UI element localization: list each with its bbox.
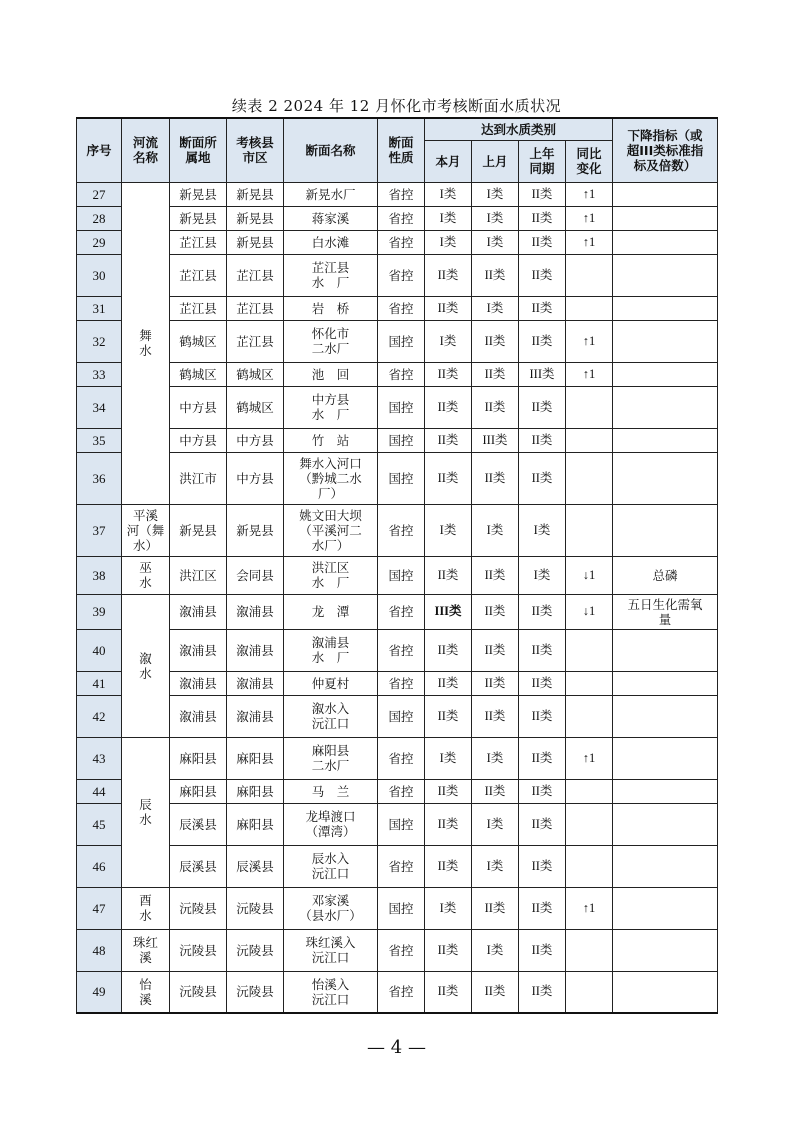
- row-nature: 国控: [378, 428, 425, 452]
- row-last-month: II类: [472, 887, 519, 929]
- table-row: [77, 254, 718, 296]
- row-indicator: [613, 230, 718, 254]
- row-county: 溆浦县: [227, 695, 284, 737]
- row-yoy: ↓1: [566, 556, 613, 594]
- row-last-month: II类: [472, 971, 519, 1013]
- row-section-name: 舞水入河口 （黔城二水 厂）: [284, 452, 378, 504]
- row-last-month: II类: [472, 386, 519, 428]
- row-last-year: II类: [519, 386, 566, 428]
- row-yoy: ↑1: [566, 362, 613, 386]
- row-section-name: 姚文田大坝 （平溪河二 水厂）: [284, 504, 378, 556]
- row-this-month: II类: [425, 779, 472, 803]
- header-no: 序号: [77, 118, 122, 182]
- row-section-name: 池 回: [284, 362, 378, 386]
- row-no: 33: [77, 362, 122, 386]
- row-belong: 芷江县: [170, 296, 227, 320]
- row-no: 32: [77, 320, 122, 362]
- row-county: 麻阳县: [227, 803, 284, 845]
- row-section-name: 龙 潭: [284, 594, 378, 629]
- row-this-month: I类: [425, 206, 472, 230]
- row-no: 40: [77, 629, 122, 671]
- row-nature: 省控: [378, 971, 425, 1013]
- table-row: [77, 556, 718, 594]
- row-nature: 国控: [378, 452, 425, 504]
- header-quality-group: 达到水质类别: [425, 118, 613, 140]
- table-row: [77, 182, 718, 206]
- row-indicator: [613, 671, 718, 695]
- row-yoy: ↑1: [566, 182, 613, 206]
- row-county: 芷江县: [227, 320, 284, 362]
- row-belong: 沅陵县: [170, 971, 227, 1013]
- row-indicator: [613, 362, 718, 386]
- row-this-month: I类: [425, 182, 472, 206]
- row-nature: 省控: [378, 671, 425, 695]
- table-row: [77, 362, 718, 386]
- row-no: 45: [77, 803, 122, 845]
- header-last-month: 上月: [472, 140, 519, 182]
- row-county: 沅陵县: [227, 971, 284, 1013]
- row-this-month: II类: [425, 803, 472, 845]
- row-section-name: 怡溪入 沅江口: [284, 971, 378, 1013]
- row-county: 沅陵县: [227, 929, 284, 971]
- row-belong: 麻阳县: [170, 779, 227, 803]
- row-last-year: II类: [519, 594, 566, 629]
- row-indicator: [613, 386, 718, 428]
- river-name: 平溪 河（舞 水）: [122, 504, 170, 556]
- row-county: 芷江县: [227, 296, 284, 320]
- row-this-month: I类: [425, 504, 472, 556]
- row-yoy: [566, 428, 613, 452]
- row-section-name: 蒋家溪: [284, 206, 378, 230]
- row-nature: 国控: [378, 320, 425, 362]
- row-section-name: 洪江区 水 厂: [284, 556, 378, 594]
- row-this-month: II类: [425, 695, 472, 737]
- table-row: [77, 296, 718, 320]
- header-section-name: 断面名称: [284, 118, 378, 182]
- row-nature: 省控: [378, 504, 425, 556]
- row-last-month: II类: [472, 671, 519, 695]
- row-county: 沅陵县: [227, 887, 284, 929]
- row-last-month: I类: [472, 845, 519, 887]
- row-yoy: ↑1: [566, 887, 613, 929]
- row-indicator: [613, 504, 718, 556]
- row-section-name: 新晃水厂: [284, 182, 378, 206]
- row-indicator: [613, 929, 718, 971]
- row-this-month: II类: [425, 452, 472, 504]
- row-last-year: II类: [519, 452, 566, 504]
- table-row: [77, 386, 718, 428]
- row-county: 麻阳县: [227, 737, 284, 779]
- row-belong: 鹤城区: [170, 320, 227, 362]
- row-county: 中方县: [227, 452, 284, 504]
- row-no: 48: [77, 929, 122, 971]
- row-no: 36: [77, 452, 122, 504]
- row-belong: 溆浦县: [170, 671, 227, 695]
- row-last-month: I类: [472, 737, 519, 779]
- header-belong: 断面所 属地: [170, 118, 227, 182]
- row-belong: 沅陵县: [170, 887, 227, 929]
- row-this-month: III类: [425, 594, 472, 629]
- row-belong: 麻阳县: [170, 737, 227, 779]
- row-indicator: [613, 320, 718, 362]
- row-nature: 省控: [378, 929, 425, 971]
- table-row: [77, 887, 718, 929]
- header-river: 河流 名称: [122, 118, 170, 182]
- row-no: 49: [77, 971, 122, 1013]
- row-last-month: I类: [472, 182, 519, 206]
- row-no: 47: [77, 887, 122, 929]
- table-row: [77, 971, 718, 1013]
- row-last-month: I类: [472, 929, 519, 971]
- river-name: 巫 水: [122, 556, 170, 594]
- row-no: 35: [77, 428, 122, 452]
- row-belong: 芷江县: [170, 230, 227, 254]
- row-nature: 省控: [378, 845, 425, 887]
- row-county: 鹤城区: [227, 386, 284, 428]
- row-last-month: II类: [472, 362, 519, 386]
- row-this-month: II类: [425, 386, 472, 428]
- header-last-year: 上年 同期: [519, 140, 566, 182]
- row-last-month: II类: [472, 254, 519, 296]
- water-quality-table: [76, 117, 718, 1014]
- row-this-month: II类: [425, 428, 472, 452]
- row-yoy: [566, 845, 613, 887]
- row-indicator: [613, 845, 718, 887]
- table-row: [77, 671, 718, 695]
- row-nature: 国控: [378, 386, 425, 428]
- row-belong: 中方县: [170, 428, 227, 452]
- row-this-month: II类: [425, 929, 472, 971]
- row-nature: 国控: [378, 695, 425, 737]
- row-last-year: II类: [519, 845, 566, 887]
- table-row: [77, 594, 718, 629]
- row-belong: 新晃县: [170, 182, 227, 206]
- table-row: [77, 695, 718, 737]
- row-belong: 中方县: [170, 386, 227, 428]
- row-last-month: I类: [472, 296, 519, 320]
- row-this-month: II类: [425, 671, 472, 695]
- table-row: [77, 428, 718, 452]
- row-yoy: [566, 296, 613, 320]
- row-indicator: [613, 206, 718, 230]
- row-yoy: [566, 929, 613, 971]
- row-nature: 省控: [378, 629, 425, 671]
- table-row: [77, 452, 718, 504]
- row-indicator: [613, 887, 718, 929]
- header-indicator: 下降指标（或 超III类标准指 标及倍数）: [613, 118, 718, 182]
- page-number: — 4 —: [367, 1037, 426, 1058]
- row-nature: 国控: [378, 887, 425, 929]
- row-no: 27: [77, 182, 122, 206]
- row-section-name: 芷江县 水 厂: [284, 254, 378, 296]
- row-belong: 洪江区: [170, 556, 227, 594]
- row-last-year: II类: [519, 671, 566, 695]
- row-county: 新晃县: [227, 182, 284, 206]
- row-section-name: 龙埠渡口 （潭湾）: [284, 803, 378, 845]
- row-section-name: 辰水入 沅江口: [284, 845, 378, 887]
- row-section-name: 马 兰: [284, 779, 378, 803]
- row-yoy: ↓1: [566, 594, 613, 629]
- row-indicator: [613, 296, 718, 320]
- row-last-month: I类: [472, 504, 519, 556]
- row-belong: 洪江市: [170, 452, 227, 504]
- row-indicator: 总磷: [613, 556, 718, 594]
- table-row: [77, 737, 718, 779]
- row-county: 会同县: [227, 556, 284, 594]
- header-this-month: 本月: [425, 140, 472, 182]
- row-county: 新晃县: [227, 504, 284, 556]
- row-county: 麻阳县: [227, 779, 284, 803]
- row-last-month: III类: [472, 428, 519, 452]
- row-no: 43: [77, 737, 122, 779]
- river-name: 怡 溪: [122, 971, 170, 1013]
- row-nature: 省控: [378, 737, 425, 779]
- row-indicator: 五日生化需氧 量: [613, 594, 718, 629]
- row-yoy: [566, 629, 613, 671]
- row-last-month: II类: [472, 594, 519, 629]
- river-name: 舞 水: [122, 182, 170, 504]
- row-no: 29: [77, 230, 122, 254]
- row-section-name: 麻阳县 二水厂: [284, 737, 378, 779]
- table-row: [77, 803, 718, 845]
- row-last-year: II类: [519, 629, 566, 671]
- row-belong: 溆浦县: [170, 695, 227, 737]
- row-last-month: II类: [472, 452, 519, 504]
- row-this-month: I类: [425, 320, 472, 362]
- row-belong: 溆浦县: [170, 629, 227, 671]
- row-no: 41: [77, 671, 122, 695]
- row-county: 新晃县: [227, 230, 284, 254]
- row-no: 37: [77, 504, 122, 556]
- row-belong: 芷江县: [170, 254, 227, 296]
- table-row: [77, 629, 718, 671]
- row-indicator: [613, 428, 718, 452]
- row-last-year: II类: [519, 695, 566, 737]
- row-belong: 新晃县: [170, 206, 227, 230]
- row-indicator: [613, 779, 718, 803]
- row-section-name: 溆浦县 水 厂: [284, 629, 378, 671]
- row-yoy: ↑1: [566, 737, 613, 779]
- row-last-year: II类: [519, 296, 566, 320]
- row-nature: 省控: [378, 296, 425, 320]
- row-nature: 省控: [378, 254, 425, 296]
- row-county: 溆浦县: [227, 629, 284, 671]
- row-no: 34: [77, 386, 122, 428]
- row-section-name: 白水滩: [284, 230, 378, 254]
- row-last-month: II类: [472, 779, 519, 803]
- row-indicator: [613, 182, 718, 206]
- table-row: [77, 504, 718, 556]
- table-row: [77, 320, 718, 362]
- row-last-month: II类: [472, 695, 519, 737]
- row-last-month: I类: [472, 230, 519, 254]
- row-county: 中方县: [227, 428, 284, 452]
- row-no: 38: [77, 556, 122, 594]
- header-county: 考核县 市区: [227, 118, 284, 182]
- row-last-month: I类: [472, 803, 519, 845]
- row-no: 46: [77, 845, 122, 887]
- row-last-year: II类: [519, 803, 566, 845]
- row-county: 芷江县: [227, 254, 284, 296]
- row-yoy: [566, 671, 613, 695]
- row-yoy: ↑1: [566, 320, 613, 362]
- row-belong: 辰溪县: [170, 845, 227, 887]
- row-no: 31: [77, 296, 122, 320]
- row-indicator: [613, 695, 718, 737]
- row-last-year: II类: [519, 320, 566, 362]
- table-row: [77, 230, 718, 254]
- row-last-year: II类: [519, 737, 566, 779]
- river-name: 辰 水: [122, 737, 170, 887]
- table-row: [77, 206, 718, 230]
- row-last-year: II类: [519, 428, 566, 452]
- row-indicator: [613, 737, 718, 779]
- row-this-month: II类: [425, 971, 472, 1013]
- river-name: 酉 水: [122, 887, 170, 929]
- row-belong: 辰溪县: [170, 803, 227, 845]
- row-yoy: [566, 254, 613, 296]
- row-last-year: II类: [519, 182, 566, 206]
- row-last-year: II类: [519, 887, 566, 929]
- river-name: 珠红 溪: [122, 929, 170, 971]
- row-last-year: II类: [519, 206, 566, 230]
- table-row: [77, 845, 718, 887]
- row-no: 39: [77, 594, 122, 629]
- row-yoy: [566, 695, 613, 737]
- row-last-year: II类: [519, 929, 566, 971]
- row-last-year: II类: [519, 779, 566, 803]
- row-belong: 沅陵县: [170, 929, 227, 971]
- row-indicator: [613, 803, 718, 845]
- row-this-month: II类: [425, 296, 472, 320]
- row-nature: 国控: [378, 803, 425, 845]
- row-section-name: 怀化市 二水厂: [284, 320, 378, 362]
- row-no: 30: [77, 254, 122, 296]
- river-name: 溆 水: [122, 594, 170, 737]
- row-indicator: [613, 629, 718, 671]
- header-yoy: 同比 变化: [566, 140, 613, 182]
- row-no: 28: [77, 206, 122, 230]
- row-last-year: I类: [519, 556, 566, 594]
- row-this-month: II类: [425, 362, 472, 386]
- row-this-month: II类: [425, 254, 472, 296]
- table-caption: 续表 2 2024 年 12 月怀化市考核断面水质状况: [231, 97, 562, 115]
- header-nature: 断面 性质: [378, 118, 425, 182]
- row-yoy: ↑1: [566, 230, 613, 254]
- row-nature: 省控: [378, 206, 425, 230]
- table-row: [77, 779, 718, 803]
- row-no: 44: [77, 779, 122, 803]
- row-yoy: [566, 971, 613, 1013]
- row-county: 新晃县: [227, 206, 284, 230]
- row-yoy: [566, 386, 613, 428]
- row-belong: 溆浦县: [170, 594, 227, 629]
- row-this-month: II类: [425, 845, 472, 887]
- row-nature: 省控: [378, 779, 425, 803]
- row-last-year: III类: [519, 362, 566, 386]
- row-section-name: 邓家溪 （县水厂）: [284, 887, 378, 929]
- row-county: 鹤城区: [227, 362, 284, 386]
- row-nature: 国控: [378, 556, 425, 594]
- row-last-year: II类: [519, 971, 566, 1013]
- row-yoy: [566, 779, 613, 803]
- table-row: [77, 929, 718, 971]
- row-yoy: ↑1: [566, 206, 613, 230]
- row-section-name: 岩 桥: [284, 296, 378, 320]
- row-this-month: I类: [425, 230, 472, 254]
- row-county: 辰溪县: [227, 845, 284, 887]
- row-yoy: [566, 452, 613, 504]
- row-this-month: I类: [425, 737, 472, 779]
- row-no: 42: [77, 695, 122, 737]
- row-last-month: II类: [472, 556, 519, 594]
- row-yoy: [566, 504, 613, 556]
- row-last-year: II类: [519, 254, 566, 296]
- row-belong: 鹤城区: [170, 362, 227, 386]
- row-nature: 省控: [378, 230, 425, 254]
- row-last-month: II类: [472, 320, 519, 362]
- row-this-month: I类: [425, 887, 472, 929]
- row-section-name: 仲夏村: [284, 671, 378, 695]
- row-section-name: 中方县 水 厂: [284, 386, 378, 428]
- row-indicator: [613, 452, 718, 504]
- row-section-name: 竹 站: [284, 428, 378, 452]
- row-this-month: II类: [425, 556, 472, 594]
- row-section-name: 珠红溪入 沅江口: [284, 929, 378, 971]
- row-nature: 省控: [378, 594, 425, 629]
- row-yoy: [566, 803, 613, 845]
- row-indicator: [613, 254, 718, 296]
- row-section-name: 溆水入 沅江口: [284, 695, 378, 737]
- row-nature: 省控: [378, 362, 425, 386]
- row-last-year: II类: [519, 230, 566, 254]
- row-indicator: [613, 971, 718, 1013]
- row-belong: 新晃县: [170, 504, 227, 556]
- row-county: 溆浦县: [227, 671, 284, 695]
- row-last-year: I类: [519, 504, 566, 556]
- row-this-month: II类: [425, 629, 472, 671]
- row-county: 溆浦县: [227, 594, 284, 629]
- row-nature: 省控: [378, 182, 425, 206]
- row-last-month: II类: [472, 629, 519, 671]
- row-last-month: I类: [472, 206, 519, 230]
